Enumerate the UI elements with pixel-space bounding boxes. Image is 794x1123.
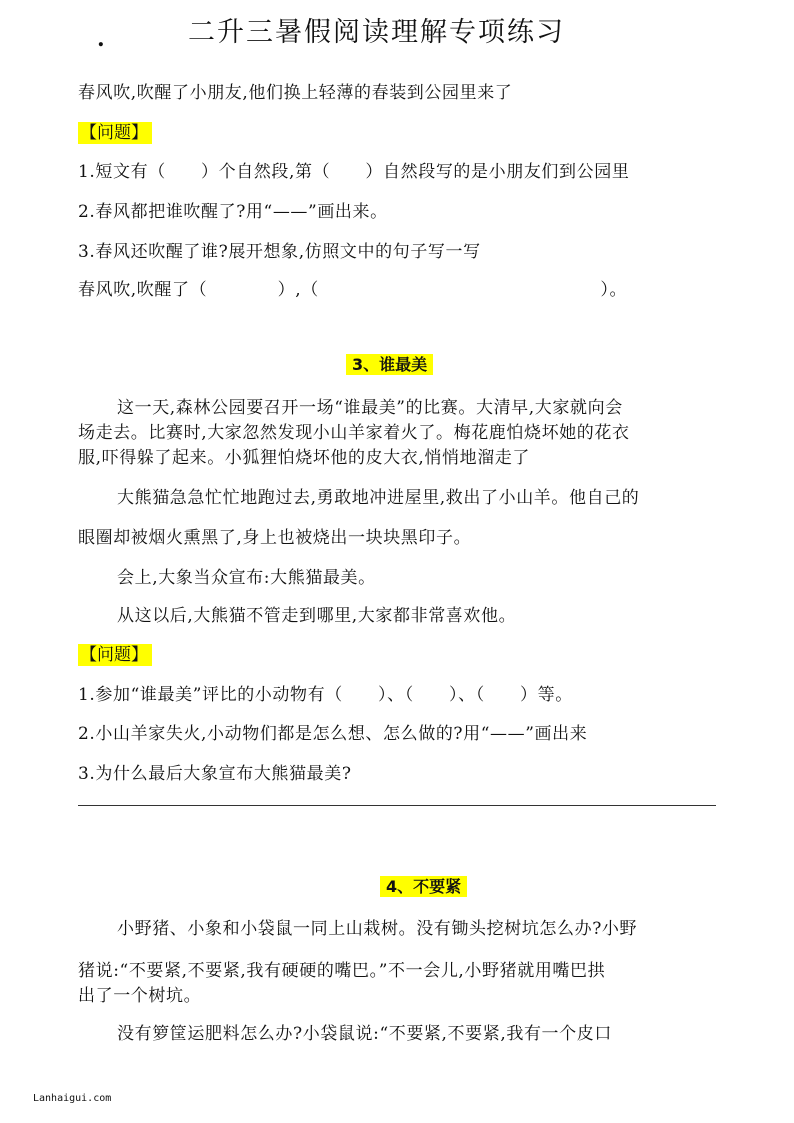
question-tag: [78, 640, 152, 665]
section-heading: [346, 352, 433, 375]
question-1: 1.参加“谁最美”评比的小动物有（ ）、（ ）、（ ）等。: [78, 685, 573, 705]
paragraph-line: 没有箩筐运肥料怎么办?小袋鼠说:“不要紧,不要紧,我有一个皮口: [117, 1024, 612, 1044]
paragraph-line: 小野猪、小象和小袋鼠一同上山栽树。没有锄头挖树坑怎么办?小野: [117, 919, 638, 939]
section-4-number: 4、: [386, 877, 414, 896]
question-tag: [78, 118, 152, 143]
question-1: 1.短文有（ ）个自然段,第（ ）自然段写的是小朋友们到公园里: [78, 162, 630, 182]
question-2: 2.春风都把谁吹醒了?用“——”画出来。: [78, 202, 388, 222]
question-tag-label: 【问题】: [78, 122, 152, 144]
section-3-title: 3、谁最美: [346, 354, 433, 375]
header-dot: .: [97, 26, 105, 52]
paragraph-line: 场走去。比赛时,大家忽然发现小山羊家着火了。梅花鹿怕烧坏她的花衣: [78, 423, 630, 443]
paragraph-line: 会上,大象当众宣布:大熊猫最美。: [117, 568, 376, 588]
section-4-title: [380, 876, 467, 897]
page-title: 二升三暑假阅读理解专项练习: [188, 17, 565, 48]
answer-line[interactable]: [78, 805, 716, 806]
paragraph-line: 从这以后,大熊猫不管走到哪里,大家都非常喜欢他。: [117, 606, 517, 626]
paragraph-line: 服,吓得躲了起来。小狐狸怕烧坏他的皮大衣,悄悄地溜走了: [78, 448, 531, 468]
paragraph-line: 猪说:“不要紧,不要紧,我有硬硬的嘴巴。”不一会儿,小野猪就用嘴巴拱: [78, 961, 606, 981]
question-tag-label: 【问题】: [78, 644, 152, 666]
paragraph-line: 这一天,森林公园要召开一场“谁最美”的比赛。大清早,大家就向会: [117, 398, 623, 418]
question-2: 2.小山羊家失火,小动物们都是怎么想、怎么做的?用“——”画出来: [78, 724, 588, 744]
section-4-text: 不要紧: [413, 877, 462, 896]
footer-site: Lanhaigui.com: [33, 1093, 112, 1104]
paragraph-line: 出了一个树坑。: [78, 986, 202, 1006]
question-3: 3.春风还吹醒了谁?展开想象,仿照文中的句子写一写: [78, 242, 481, 262]
passage-line: 春风吹,吹醒了小朋友,他们换上轻薄的春装到公园里来了: [78, 83, 513, 103]
question-3: 3.为什么最后大象宣布大熊猫最美?: [78, 764, 352, 784]
question-3-fill: 春风吹,吹醒了（ ）,（ ）。: [78, 280, 628, 300]
section-heading: [380, 874, 467, 897]
paragraph-line: 眼圈却被烟火熏黑了,身上也被烧出一块块黑印子。: [78, 528, 472, 548]
paragraph-line: 大熊猫急急忙忙地跑过去,勇敢地冲进屋里,救出了小山羊。他自己的: [117, 488, 640, 508]
